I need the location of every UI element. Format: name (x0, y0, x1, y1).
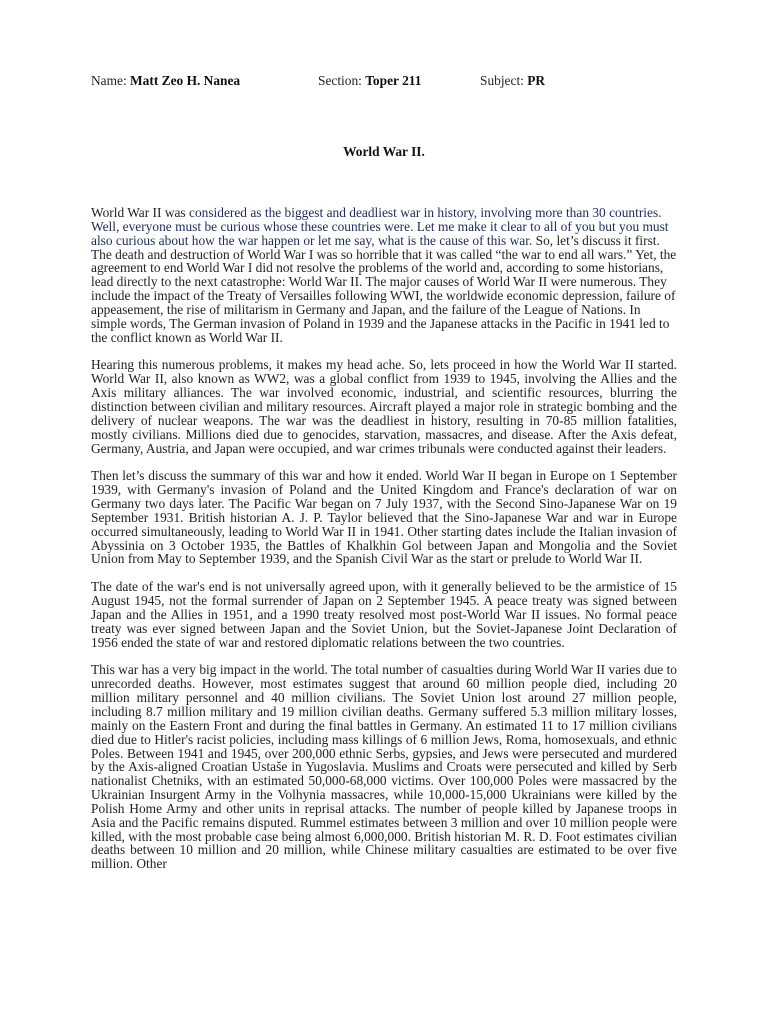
subject-label: Subject: (480, 73, 528, 88)
subject-field (480, 72, 545, 90)
paragraph-causes-highlight: considered as the biggest and deadliest war in history, involving more than 30 countries. Well, everyone must be curious whose these countries were. Let me make it clear to all of you but you must also curious about how the war happen or let me say, what is the cause of this war. (91, 205, 669, 248)
paragraph-summary: Then let’s discuss the summary of this war and how it ended. World War II began in Europe on 1 September 1939, with Germany's invasion of Poland and the United Kingdom and France's declaration of war on Germany two days later. The Pacific War began on 7 July 1937, with the Second Sino-Japanese War on 19 September 1931. British historian A. J. P. Taylor believed that the Sino-Japanese War and war in Europe occurred simultaneously, leading to World War II in 1941. Other starting dates include the Italian invasion of Abyssinia on 3 October 1935, the Battles of Khalkhin Gol between Japan and Mongolia and the Soviet Union from May to September 1939, and the Spanish Civil War as the start or prelude to World War II. (91, 468, 677, 567)
paragraph-end: The date of the war's end is not universally agreed upon, with it generally believed to be the armistice of 15 August 1945, not the formal surrender of Japan on 2 September 1945. A peace treaty was signed between Japan and the Allies in 1951, and a 1990 treaty resolved most post-World War II issues. No formal peace treaty was ever signed between Japan and the Soviet Union, but the Soviet-Japanese Joint Declaration of 1956 ended the state of war and restored diplomatic relations between the two countries. (91, 579, 677, 650)
section-field (318, 72, 421, 90)
name-field (91, 72, 240, 90)
document-body (91, 206, 677, 871)
paragraph-causes-rest: So, let’s discuss it first. The death and destruction of World War I was so horrible that it was called “the war to end all wars.” Yet, the agreement to end World War I did not resolve the problems of the world and, according to some historians, lead directly to the next catastrophe: World War II. The major causes of World War II were numerous. They include the impact of the Treaty of Versailles following WWI, the worldwide economic depression, failure of appeasement, the rise of militarism in Germany and Japan, and the failure of the League of Nations. In simple words, The German invasion of Poland in 1939 and the Japanese attacks in the Pacific in 1941 led to the conflict known as World War II. (91, 232, 677, 345)
name-label: Name: (91, 73, 131, 88)
subject-value: PR (527, 73, 546, 88)
paragraph-impact: This war has a very big impact in the world. The total number of casualties during World War II varies due to unrecorded deaths. However, most estimates suggest that around 60 million people died, including 20 million military personnel and 40 million civilians. The Soviet Union lost around 27 million people, including 8.7 million military and 19 million civilian deaths. Germany suffered 5.3 million military losses, mainly on the Eastern Front and during the final battles in Germany. An estimated 11 to 17 million civilians died due to Hitler's racist policies, including mass killings of 6 million Jews, Roma, homosexuals, and ethnic Poles. Between 1941 and 1945, over 200,000 ethnic Serbs, gypsies, and Jews were persecuted and murdered by the Axis-aligned Croatian Ustaše in Yugoslavia. Muslims and Croats were persecuted and killed by Serb nationalist Chetniks, with an estimated 50,000-68,000 victims. Over 100,000 Poles were massacred by the Ukrainian Insurgent Army in the Volhynia massacres, while 10,000-15,000 Ukrainians were killed by the Polish Home Army and other units in reprisal attacks. The number of people killed by Japanese troops in Asia and the Pacific remains disputed. Rummel estimates between 3 million and over 10 million people were killed, with the most probable case being almost 6,000,000. British historian M. R. D. Foot estimates civilian deaths between 10 million and 20 million, while Chinese military casualties are estimated to be over five million. Other (91, 662, 677, 872)
paragraph-start: Hearing this numerous problems, it makes my head ache. So, lets proceed in how the World War II started. World War II, also known as WW2, was a global conflict from 1939 to 1945, involving the Allies and the Axis military alliances. The war involved economic, industrial, and scientific resources, blurring the distinction between civilian and military resources. Aircraft played a major role in strategic bombing and the delivery of nuclear weapons. The war was the deadliest in history, resulting in 70-85 million fatalities, mostly civilians. Millions died due to genocides, starvation, massacres, and disease. After the Axis defeat, Germany, Austria, and Japan were occupied, and war crimes tribunals were conducted against their leaders. (91, 357, 677, 456)
section-value: Toper 211 (365, 73, 422, 88)
paragraph-causes-lead: World War II was (91, 205, 189, 220)
paragraph-causes (91, 206, 677, 344)
name-value: Matt Zeo H. Nanea (130, 73, 241, 88)
document-header (91, 72, 677, 90)
section-label: Section: (318, 73, 366, 88)
document-title: World War II. (343, 144, 425, 159)
